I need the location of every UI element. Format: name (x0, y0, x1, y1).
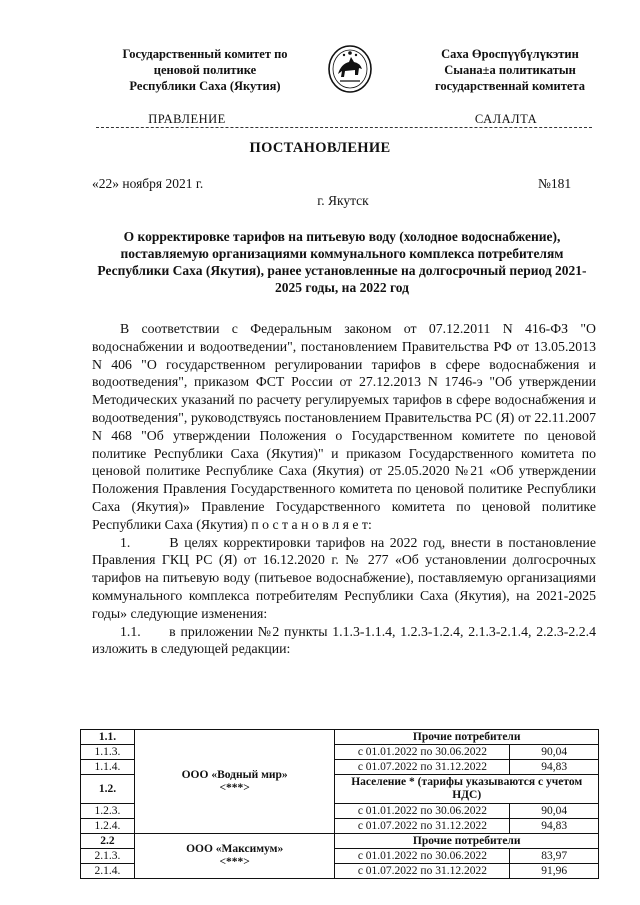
board-label-russian: ПРАВЛЕНИЕ (148, 112, 226, 126)
committee-line: Государственный комитет по (122, 47, 288, 61)
organization-cell (134, 834, 334, 879)
tariff-value-cell: 83,97 (510, 849, 599, 864)
point-1-paragraph: 1. В целях корректировки тарифов на 2022 год, внести в постановление Правления ГКЦ РС (Я) от 16.12.2020 г. № 277 «Об установлении долгосрочных тарифов на питьевую воду (питьевое водоснабжение), поставляемую организациями коммунального комплекса потребителям Республики Саха (Якутия), на 2021-2025 годы» следующие изменения: (92, 534, 596, 621)
consumer-group-label: Население * (тарифы указываются с учетом НДС) (335, 775, 599, 804)
period-cell: с 01.07.2022 по 31.12.2022 (335, 819, 510, 834)
period-cell: с 01.07.2022 по 31.12.2022 (335, 864, 510, 879)
committee-line: государственнай комитета (435, 79, 585, 93)
tariff-table (80, 729, 599, 879)
period-cell: с 01.01.2022 по 30.06.2022 (335, 849, 510, 864)
header-divider (96, 127, 592, 128)
committee-line: Республики Саха (Якутия) (129, 79, 281, 93)
document-date: «22» ноября 2021 г. (92, 176, 204, 191)
consumer-group-label: Прочие потребители (335, 730, 599, 745)
row-number: 1.1. (81, 730, 135, 745)
row-number: 1.2.3. (81, 804, 135, 819)
committee-name-russian (100, 46, 310, 94)
row-number: 1.1.4. (81, 760, 135, 775)
period-cell: с 01.01.2022 по 30.06.2022 (335, 804, 510, 819)
period-cell: с 01.07.2022 по 31.12.2022 (335, 760, 510, 775)
document-city: г. Якутск (317, 193, 369, 208)
document-subject: О корректировке тарифов на питьевую воду (холодное водоснабжение), поставляемую организациями коммунального комплекса потребителям Республики Саха (Якутия), ранее установленные на долгосрочный период 2021-2025 годы, на 2022 год (97, 229, 587, 295)
board-label-yakut: САЛАЛТА (474, 112, 538, 126)
row-number: 1.2.4. (81, 819, 135, 834)
point-1-1-paragraph: 1.1. в приложении №2 пункты 1.1.3-1.1.4, 1.2.3-1.2.4, 2.1.3-2.1.4, 2.2.3-2.2.4 изложить в следующей редакции: (92, 623, 596, 657)
table-row (81, 834, 599, 849)
consumer-group-label: Прочие потребители (335, 834, 599, 849)
committee-line: Сыана±а политикатын (444, 63, 576, 77)
organization-note: <***> (219, 856, 250, 868)
tariff-value-cell: 90,04 (510, 804, 599, 819)
row-number: 2.1.3. (81, 849, 135, 864)
tariff-value-cell: 90,04 (510, 745, 599, 760)
committee-name-yakut (410, 46, 610, 94)
row-number: 1.1.3. (81, 745, 135, 760)
document-body (92, 320, 596, 658)
tariff-value-cell: 94,83 (510, 819, 599, 834)
organization-cell (134, 730, 334, 834)
organization-name: ООО «Водный мир» (181, 768, 288, 781)
row-number: 2.2 (81, 834, 135, 849)
row-number: 1.2. (81, 775, 135, 804)
organization-name: ООО «Максимум» (186, 843, 284, 855)
republic-emblem-icon (327, 44, 373, 94)
tariff-value-cell: 91,96 (510, 864, 599, 879)
preamble-paragraph: В соответствии с Федеральным законом от 07.12.2011 N 416-ФЗ "О водоснабжении и водоотведении", постановлением Правительства РФ от 13.05.2013 N 406 "О государственном регулировании тарифов в сфере водоснабжения и водоотведения", приказом ФСТ России от 27.12.2013 N 1746-э "Об утверждении Методических указаний по расчету регулируемых тарифов в сфере водоснабжения и водоотведения", руководствуясь постановлением Правительства РС (Я) от 22.11.2007 N 468 "Об утверждении Положения о Государственном комитете по ценовой политике Республики Саха (Якутия)" и приказом Государственного комитета по ценовой политике Республике Саха (Якутия) от 25.05.2020 №21 «Об утверждении Положения Правления Государственного комитета по ценовой политике Республики Саха (Якутия)» Правление Государственного комитета по ценовой политике Республики Саха (Якутия) п о с т а н о в л я е т: (92, 321, 596, 532)
organization-note: <***> (219, 781, 250, 794)
committee-line: ценовой политике (153, 63, 257, 77)
row-number: 2.1.4. (81, 864, 135, 879)
document-title: ПОСТАНОВЛЕНИЕ (249, 140, 391, 156)
period-cell: с 01.01.2022 по 30.06.2022 (335, 745, 510, 760)
committee-line: Саха Өроспүүбүлүкэтин (441, 47, 579, 61)
document-number: №181 (538, 176, 572, 191)
table-row (81, 730, 599, 745)
tariff-value-cell: 94,83 (510, 760, 599, 775)
